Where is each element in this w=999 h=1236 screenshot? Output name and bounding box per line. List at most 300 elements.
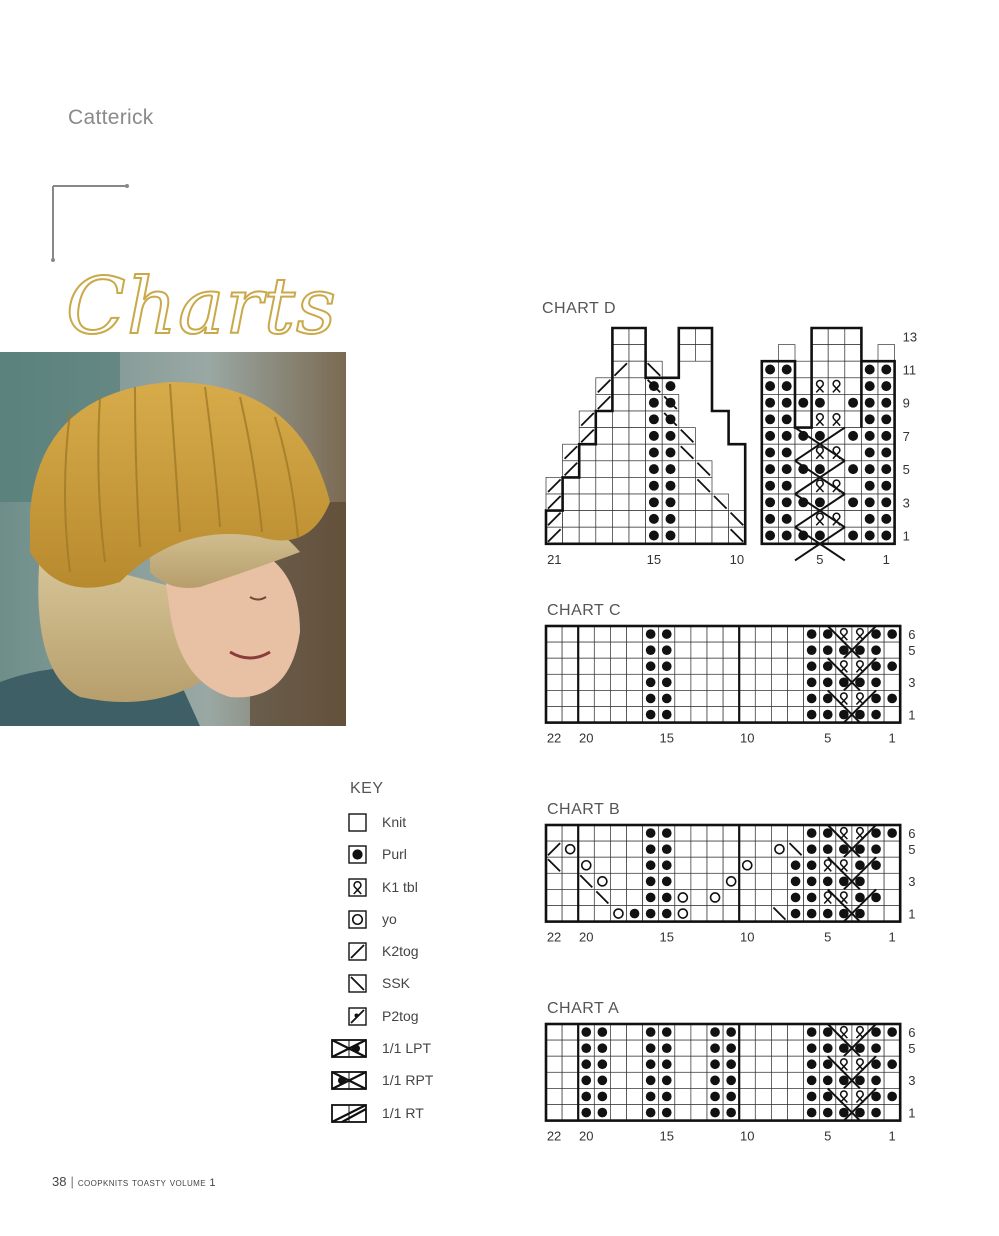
chart-d [536, 322, 936, 582]
purl-stitch [871, 844, 881, 854]
chart-cell [579, 527, 596, 544]
purl-stitch [649, 398, 659, 408]
chart-cell [812, 361, 829, 378]
purl-stitch [881, 497, 891, 507]
row-number: 3 [908, 675, 916, 691]
purl-stitch [887, 694, 897, 704]
stitch-number: 15 [659, 730, 674, 746]
chart-cell [629, 411, 646, 428]
purl-stitch [662, 629, 672, 639]
purl-stitch [646, 1027, 656, 1037]
purl-icon [330, 844, 370, 866]
chart-cell [563, 477, 580, 494]
chart-cell [596, 411, 613, 428]
row-number: 5 [908, 841, 916, 857]
chart-cell [546, 690, 562, 706]
purl-stitch [765, 497, 775, 507]
chart-cell [679, 345, 696, 362]
purl-stitch [646, 678, 656, 688]
chart-cell [675, 674, 691, 690]
key-label: Purl [382, 846, 407, 863]
purl-stitch [649, 464, 659, 474]
chart-cell [629, 345, 646, 362]
chart-cell [578, 642, 594, 658]
purl-stitch [881, 431, 891, 441]
purl-stitch [710, 1076, 720, 1086]
k2tog-icon [330, 941, 370, 963]
purl-stitch [791, 893, 801, 903]
chart-cell [755, 1088, 771, 1104]
chart-cell [610, 825, 626, 841]
purl-stitch [646, 645, 656, 655]
chart-cell [612, 345, 629, 362]
purl-stitch [887, 661, 897, 671]
purl-stitch [666, 481, 676, 491]
row-number: 3 [908, 1073, 916, 1089]
chart-cell [612, 444, 629, 461]
chart-cell [610, 889, 626, 905]
chart-cell [788, 1056, 804, 1072]
purl-stitch [871, 1108, 881, 1118]
chart-cell [755, 841, 771, 857]
key-item-p2tog [330, 1006, 490, 1038]
purl-stitch [881, 398, 891, 408]
chart-cell [755, 873, 771, 889]
chart-cell [546, 1072, 562, 1088]
purl-stitch [782, 365, 792, 375]
chart-cell [562, 906, 578, 922]
chart-cell [755, 1056, 771, 1072]
purl-stitch [791, 877, 801, 887]
chart-cell [771, 642, 787, 658]
chart-cell [884, 841, 900, 857]
chart-cell [771, 857, 787, 873]
row-number: 3 [902, 495, 910, 511]
chart-cell [707, 825, 723, 841]
chart-cell [723, 889, 739, 905]
purl-stitch [662, 909, 672, 919]
purl-stitch [807, 828, 817, 838]
chart-cell [596, 428, 613, 445]
chart-cell [795, 411, 812, 428]
purl-stitch [581, 1027, 591, 1037]
purl-stitch [823, 1108, 833, 1118]
purl-stitch [662, 893, 672, 903]
purl-stitch [726, 1059, 736, 1069]
purl-stitch [881, 531, 891, 541]
chart-cell [771, 658, 787, 674]
purl-stitch [666, 448, 676, 458]
chart-cell [612, 527, 629, 544]
chart-cell [629, 394, 646, 411]
chart-cell [691, 1072, 707, 1088]
chart-cell [629, 494, 646, 511]
chart-cell [594, 906, 610, 922]
chart-cell [845, 511, 862, 528]
purl-stitch [581, 1059, 591, 1069]
purl-stitch [865, 414, 875, 424]
chart-cell [771, 873, 787, 889]
purl-stitch [807, 1059, 817, 1069]
stitch-number: 5 [824, 929, 832, 945]
chart-cell [546, 642, 562, 658]
chart-cell [562, 707, 578, 723]
purl-stitch [782, 448, 792, 458]
purl-stitch [865, 381, 875, 391]
chart-cell [562, 690, 578, 706]
chart-cell [546, 1040, 562, 1056]
purl-stitch [662, 828, 672, 838]
chart-cell [679, 328, 696, 345]
chart-cell [627, 1056, 643, 1072]
purl-stitch [646, 1043, 656, 1053]
chart-cell [755, 1040, 771, 1056]
chart-cell [562, 658, 578, 674]
chart-cell [707, 873, 723, 889]
purl-stitch [865, 448, 875, 458]
row-number: 6 [908, 825, 916, 841]
chart-cell [739, 690, 755, 706]
chart-cell [739, 1040, 755, 1056]
purl-stitch [791, 909, 801, 919]
chart-cell [723, 825, 739, 841]
page-heading: Charts [66, 262, 338, 352]
chart-cell [610, 1056, 626, 1072]
chart-cell [695, 345, 712, 362]
chart-cell [723, 857, 739, 873]
purl-stitch [807, 1043, 817, 1053]
chart-cell [755, 707, 771, 723]
purl-stitch [646, 909, 656, 919]
chart-cell [610, 626, 626, 642]
purl-stitch [807, 1092, 817, 1102]
purl-stitch [807, 893, 817, 903]
chart-cell [546, 658, 562, 674]
chart-cell [884, 642, 900, 658]
chart-cell [691, 707, 707, 723]
purl-stitch [662, 645, 672, 655]
chart-cell [723, 658, 739, 674]
chart-cell [812, 345, 829, 362]
purl-stitch [649, 497, 659, 507]
purl-stitch [726, 1076, 736, 1086]
purl-stitch [646, 1092, 656, 1102]
purl-stitch [662, 1043, 672, 1053]
chart-cell [627, 1024, 643, 1040]
publication-name: coopknits toasty volume 1 [77, 1177, 216, 1189]
purl-stitch [807, 1027, 817, 1037]
chart-cell [629, 444, 646, 461]
chart-cell [675, 1072, 691, 1088]
chart-cell [884, 857, 900, 873]
purl-stitch [782, 514, 792, 524]
purl-stitch [646, 1076, 656, 1086]
chart-cell [771, 1088, 787, 1104]
chart-cell [610, 1040, 626, 1056]
purl-stitch [581, 1076, 591, 1086]
key-item-k2tog [330, 941, 490, 973]
chart-a [540, 1020, 940, 1150]
key-item-yo [330, 909, 490, 941]
chart-cell [675, 707, 691, 723]
purl-stitch [807, 909, 817, 919]
key-label: K2tog [382, 943, 419, 960]
chart-cell [675, 1088, 691, 1104]
chart-cell [578, 626, 594, 642]
chart-cell [627, 707, 643, 723]
knit-icon [330, 812, 370, 834]
purl-stitch [666, 464, 676, 474]
chart-cell [695, 511, 712, 528]
chart-cell [788, 1072, 804, 1088]
chart-cell [578, 906, 594, 922]
chart-cell [755, 857, 771, 873]
chart-cell [679, 494, 696, 511]
chart-cell [562, 841, 578, 857]
chart-cell [610, 642, 626, 658]
purl-stitch [662, 710, 672, 720]
chart-cell [739, 889, 755, 905]
purl-glyph [352, 850, 362, 860]
chart-cell [610, 857, 626, 873]
purl-stitch [662, 844, 672, 854]
chart-cell [675, 690, 691, 706]
purl-stitch [662, 678, 672, 688]
chart-cell [675, 642, 691, 658]
chart-cell [610, 674, 626, 690]
chart-cell [627, 626, 643, 642]
chart-cell [723, 626, 739, 642]
chart-cell [707, 674, 723, 690]
chart-cell [712, 511, 729, 528]
chart-cell [691, 1040, 707, 1056]
chart-cell [828, 328, 845, 345]
chart-cell [546, 1088, 562, 1104]
purl-stitch [881, 365, 891, 375]
chart-cell [610, 906, 626, 922]
chart-cell [755, 825, 771, 841]
chart-cell [884, 873, 900, 889]
chart-cell [884, 1105, 900, 1121]
chart-cell [612, 378, 629, 395]
row-number: 5 [902, 462, 910, 478]
purl-stitch [666, 531, 676, 541]
purl-stitch [807, 661, 817, 671]
purl-stitch [666, 497, 676, 507]
chart-cell [739, 707, 755, 723]
chart-cell [627, 889, 643, 905]
chart-cell [562, 889, 578, 905]
purl-stitch [823, 1043, 833, 1053]
chart-cell [579, 461, 596, 478]
chart-cell [562, 873, 578, 889]
purl-stitch [865, 514, 875, 524]
chart-cell [675, 873, 691, 889]
purl-stitch [807, 844, 817, 854]
ssk-icon [330, 973, 370, 995]
chart-cell [755, 690, 771, 706]
purl-stitch [887, 828, 897, 838]
chart-cell [562, 1056, 578, 1072]
purl-stitch [765, 365, 775, 375]
chart-cell [594, 674, 610, 690]
chart-cell [675, 1105, 691, 1121]
row-number: 1 [908, 906, 916, 922]
chart-cell [629, 428, 646, 445]
chart-cell [612, 461, 629, 478]
purl-stitch [598, 1108, 608, 1118]
chart-cell [610, 1072, 626, 1088]
purl-stitch [646, 860, 656, 870]
chart-cell [739, 1088, 755, 1104]
purl-stitch [791, 860, 801, 870]
key-label: 1/1 LPT [382, 1040, 432, 1057]
chart-cell [691, 642, 707, 658]
purl-stitch [710, 1108, 720, 1118]
purl-stitch [865, 431, 875, 441]
stitch-number: 10 [729, 551, 745, 567]
purl-stitch [646, 1108, 656, 1118]
purl-stitch [865, 464, 875, 474]
row-number: 1 [908, 1105, 916, 1121]
chart-cell [788, 658, 804, 674]
chart-cell [845, 378, 862, 395]
chart-b-title: CHART B [547, 801, 621, 818]
chart-cell [594, 690, 610, 706]
chart-cell [675, 857, 691, 873]
purl-stitch [765, 481, 775, 491]
chart-cell [739, 1056, 755, 1072]
chart-cell [755, 1072, 771, 1088]
chart-cell [627, 857, 643, 873]
purl-stitch [865, 365, 875, 375]
chart-cell [594, 825, 610, 841]
purl-stitch [881, 448, 891, 458]
chart-cell [629, 477, 646, 494]
chart-cell [679, 511, 696, 528]
chart-cell [578, 841, 594, 857]
purl-stitch [765, 531, 775, 541]
stitch-number: 20 [579, 730, 594, 746]
purl-stitch [765, 448, 775, 458]
purl-stitch [823, 710, 833, 720]
purl-stitch [823, 877, 833, 887]
purl-stitch [649, 448, 659, 458]
purl-stitch [662, 877, 672, 887]
chart-cell [755, 642, 771, 658]
ktbl-icon [330, 877, 370, 899]
row-number: 1 [902, 528, 910, 544]
lpt-icon [330, 1038, 370, 1060]
chart-d-title: CHART D [542, 300, 617, 317]
purl-stitch [881, 481, 891, 491]
purl-stitch [887, 629, 897, 639]
chart-cell [691, 889, 707, 905]
stitch-number: 1 [882, 551, 890, 567]
chart-cell [788, 674, 804, 690]
purl-stitch [726, 1108, 736, 1118]
chart-cell [596, 511, 613, 528]
chart-cell [627, 825, 643, 841]
chart-cell [828, 394, 845, 411]
page-number: 38 [52, 1174, 67, 1189]
row-number: 9 [902, 395, 910, 411]
purl-stitch [782, 481, 792, 491]
chart-cell [562, 1088, 578, 1104]
purl-stitch [662, 860, 672, 870]
purl-stitch [807, 877, 817, 887]
purl-stitch [598, 1027, 608, 1037]
chart-cell [546, 825, 562, 841]
chart-cell [778, 345, 795, 362]
chart-a-title: CHART A [547, 1000, 620, 1017]
chart-cell [612, 428, 629, 445]
chart-cell [546, 1056, 562, 1072]
chart-cell [675, 841, 691, 857]
chart-cell [612, 394, 629, 411]
chart-cell [788, 1088, 804, 1104]
purl-stitch [807, 694, 817, 704]
chart-cell [610, 658, 626, 674]
chart-cell [723, 906, 739, 922]
chart-cell [675, 906, 691, 922]
chart-cell [546, 1024, 562, 1040]
key-label: K1 tbl [382, 878, 418, 895]
chart-cell [691, 658, 707, 674]
chart-cell [610, 841, 626, 857]
chart-cell [884, 1040, 900, 1056]
purl-stitch [662, 1076, 672, 1086]
chart-cell [723, 707, 739, 723]
purl-stitch [823, 844, 833, 854]
row-number: 6 [908, 626, 916, 642]
row-number: 5 [908, 642, 916, 658]
chart-cell [691, 1105, 707, 1121]
key-list [330, 812, 490, 1135]
stitch-number: 10 [740, 1128, 755, 1144]
chart-cell [755, 1105, 771, 1121]
chart-cell [712, 527, 729, 544]
purl-stitch [881, 381, 891, 391]
purl-stitch [581, 1092, 591, 1102]
purl-stitch [815, 398, 825, 408]
chart-cell [610, 690, 626, 706]
chart-cell [884, 889, 900, 905]
chart-cell [675, 889, 691, 905]
purl-stitch [823, 645, 833, 655]
purl-stitch [848, 464, 858, 474]
chart-cell [596, 477, 613, 494]
chart-cell [629, 328, 646, 345]
p2tog-icon [330, 1006, 370, 1028]
purl-stitch [815, 464, 825, 474]
purl-stitch [662, 661, 672, 671]
chart-cell [562, 857, 578, 873]
chart-cell [884, 674, 900, 690]
chart-cell [627, 841, 643, 857]
chart-cell [695, 328, 712, 345]
purl-stitch [646, 629, 656, 639]
purl-stitch [798, 398, 808, 408]
purl-stitch [710, 1092, 720, 1102]
chart-cell [691, 857, 707, 873]
row-number: 3 [908, 874, 916, 890]
chart-cell [771, 690, 787, 706]
purl-stitch [807, 678, 817, 688]
chart-cell [788, 690, 804, 706]
purl-stitch [782, 497, 792, 507]
stitch-number: 5 [824, 730, 832, 746]
